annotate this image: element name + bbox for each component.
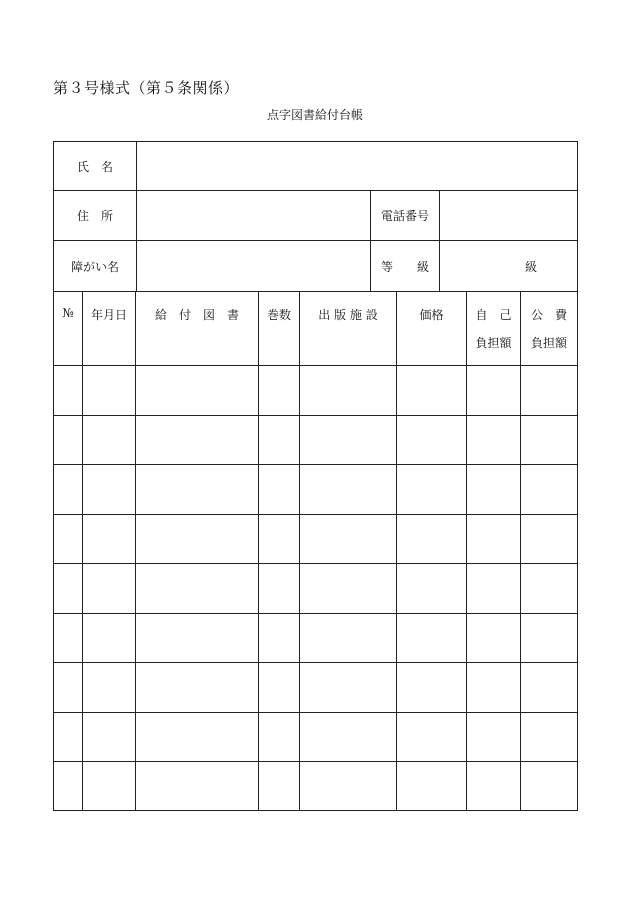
table-row <box>53 613 578 663</box>
ledger-table <box>53 141 578 811</box>
cell-volumes[interactable] <box>258 416 299 465</box>
cell-public[interactable] <box>520 564 577 613</box>
cell-date[interactable] <box>82 663 135 712</box>
table-row <box>53 514 578 564</box>
cell-public[interactable] <box>520 465 577 514</box>
cell-book[interactable] <box>135 663 258 712</box>
cell-public[interactable] <box>520 762 577 810</box>
cell-no[interactable] <box>54 515 82 564</box>
cell-price[interactable] <box>396 366 466 415</box>
col-publisher-header: 出 版 施 設 <box>299 292 396 365</box>
name-row <box>53 141 578 190</box>
cell-publisher[interactable] <box>299 713 396 762</box>
cell-self[interactable] <box>466 614 520 663</box>
table-row <box>53 365 578 415</box>
cell-book[interactable] <box>135 614 258 663</box>
column-header-row <box>53 291 578 365</box>
cell-price[interactable] <box>396 416 466 465</box>
cell-no[interactable] <box>54 416 82 465</box>
cell-date[interactable] <box>82 416 135 465</box>
cell-book[interactable] <box>135 515 258 564</box>
cell-self[interactable] <box>466 663 520 712</box>
table-row <box>53 761 578 811</box>
table-row <box>53 662 578 712</box>
grade-field[interactable] <box>439 241 577 291</box>
col-public-pay-header: 公 費 負担額 <box>520 292 577 365</box>
cell-publisher[interactable] <box>299 515 396 564</box>
cell-publisher[interactable] <box>299 614 396 663</box>
grade-label: 等 級 <box>370 241 439 291</box>
form-number-label: 第３号様式（第５条関係） <box>53 79 240 97</box>
disability-row <box>53 240 578 291</box>
cell-publisher[interactable] <box>299 564 396 613</box>
cell-no[interactable] <box>54 762 82 810</box>
address-field[interactable] <box>136 191 370 240</box>
cell-no[interactable] <box>54 366 82 415</box>
cell-no[interactable] <box>54 663 82 712</box>
cell-no[interactable] <box>54 564 82 613</box>
cell-date[interactable] <box>82 614 135 663</box>
cell-public[interactable] <box>520 614 577 663</box>
cell-publisher[interactable] <box>299 762 396 810</box>
cell-price[interactable] <box>396 564 466 613</box>
cell-volumes[interactable] <box>258 465 299 514</box>
phone-label: 電話番号 <box>370 191 439 240</box>
cell-date[interactable] <box>82 762 135 810</box>
cell-price[interactable] <box>396 614 466 663</box>
cell-publisher[interactable] <box>299 465 396 514</box>
col-price-header: 価格 <box>396 292 466 365</box>
phone-field[interactable] <box>439 191 577 240</box>
table-row <box>53 563 578 613</box>
cell-volumes[interactable] <box>258 663 299 712</box>
cell-public[interactable] <box>520 713 577 762</box>
table-row <box>53 415 578 465</box>
col-book-header: 給 付 図 書 <box>135 292 258 365</box>
cell-public[interactable] <box>520 416 577 465</box>
cell-public[interactable] <box>520 515 577 564</box>
address-label: 住 所 <box>76 209 113 223</box>
cell-book[interactable] <box>135 564 258 613</box>
cell-volumes[interactable] <box>258 515 299 564</box>
cell-book[interactable] <box>135 762 258 810</box>
cell-self[interactable] <box>466 564 520 613</box>
cell-book[interactable] <box>135 416 258 465</box>
cell-self[interactable] <box>466 515 520 564</box>
disability-label: 障がい名 <box>70 259 119 274</box>
col-self-pay-header: 自 己 負担額 <box>466 292 520 365</box>
cell-price[interactable] <box>396 465 466 514</box>
cell-self[interactable] <box>466 416 520 465</box>
cell-self[interactable] <box>466 366 520 415</box>
cell-price[interactable] <box>396 713 466 762</box>
cell-book[interactable] <box>135 465 258 514</box>
cell-publisher[interactable] <box>299 366 396 415</box>
table-row <box>53 464 578 514</box>
cell-volumes[interactable] <box>258 614 299 663</box>
disability-field[interactable] <box>136 241 370 291</box>
cell-volumes[interactable] <box>258 366 299 415</box>
cell-book[interactable] <box>135 713 258 762</box>
cell-self[interactable] <box>466 713 520 762</box>
cell-publisher[interactable] <box>299 416 396 465</box>
cell-volumes[interactable] <box>258 762 299 810</box>
cell-no[interactable] <box>54 614 82 663</box>
grade-suffix: 級 <box>525 260 538 274</box>
name-field[interactable] <box>136 142 577 190</box>
cell-public[interactable] <box>520 663 577 712</box>
cell-date[interactable] <box>82 465 135 514</box>
cell-publisher[interactable] <box>299 663 396 712</box>
cell-self[interactable] <box>466 762 520 810</box>
name-label: 氏 名 <box>76 159 113 174</box>
cell-price[interactable] <box>396 663 466 712</box>
cell-date[interactable] <box>82 713 135 762</box>
form-title: 点字図書給付台帳 <box>266 108 363 122</box>
address-row <box>53 190 578 240</box>
cell-no[interactable] <box>54 713 82 762</box>
col-date-header: 年月日 <box>82 292 135 365</box>
cell-volumes[interactable] <box>258 564 299 613</box>
col-volumes-header: 巻数 <box>258 292 299 365</box>
cell-book[interactable] <box>135 366 258 415</box>
table-row <box>53 712 578 762</box>
cell-price[interactable] <box>396 515 466 564</box>
cell-public[interactable] <box>520 366 577 415</box>
cell-price[interactable] <box>396 762 466 810</box>
cell-no[interactable] <box>54 465 82 514</box>
cell-volumes[interactable] <box>258 713 299 762</box>
cell-date[interactable] <box>82 515 135 564</box>
cell-self[interactable] <box>466 465 520 514</box>
cell-date[interactable] <box>82 366 135 415</box>
cell-date[interactable] <box>82 564 135 613</box>
col-no-header: № <box>62 306 74 320</box>
